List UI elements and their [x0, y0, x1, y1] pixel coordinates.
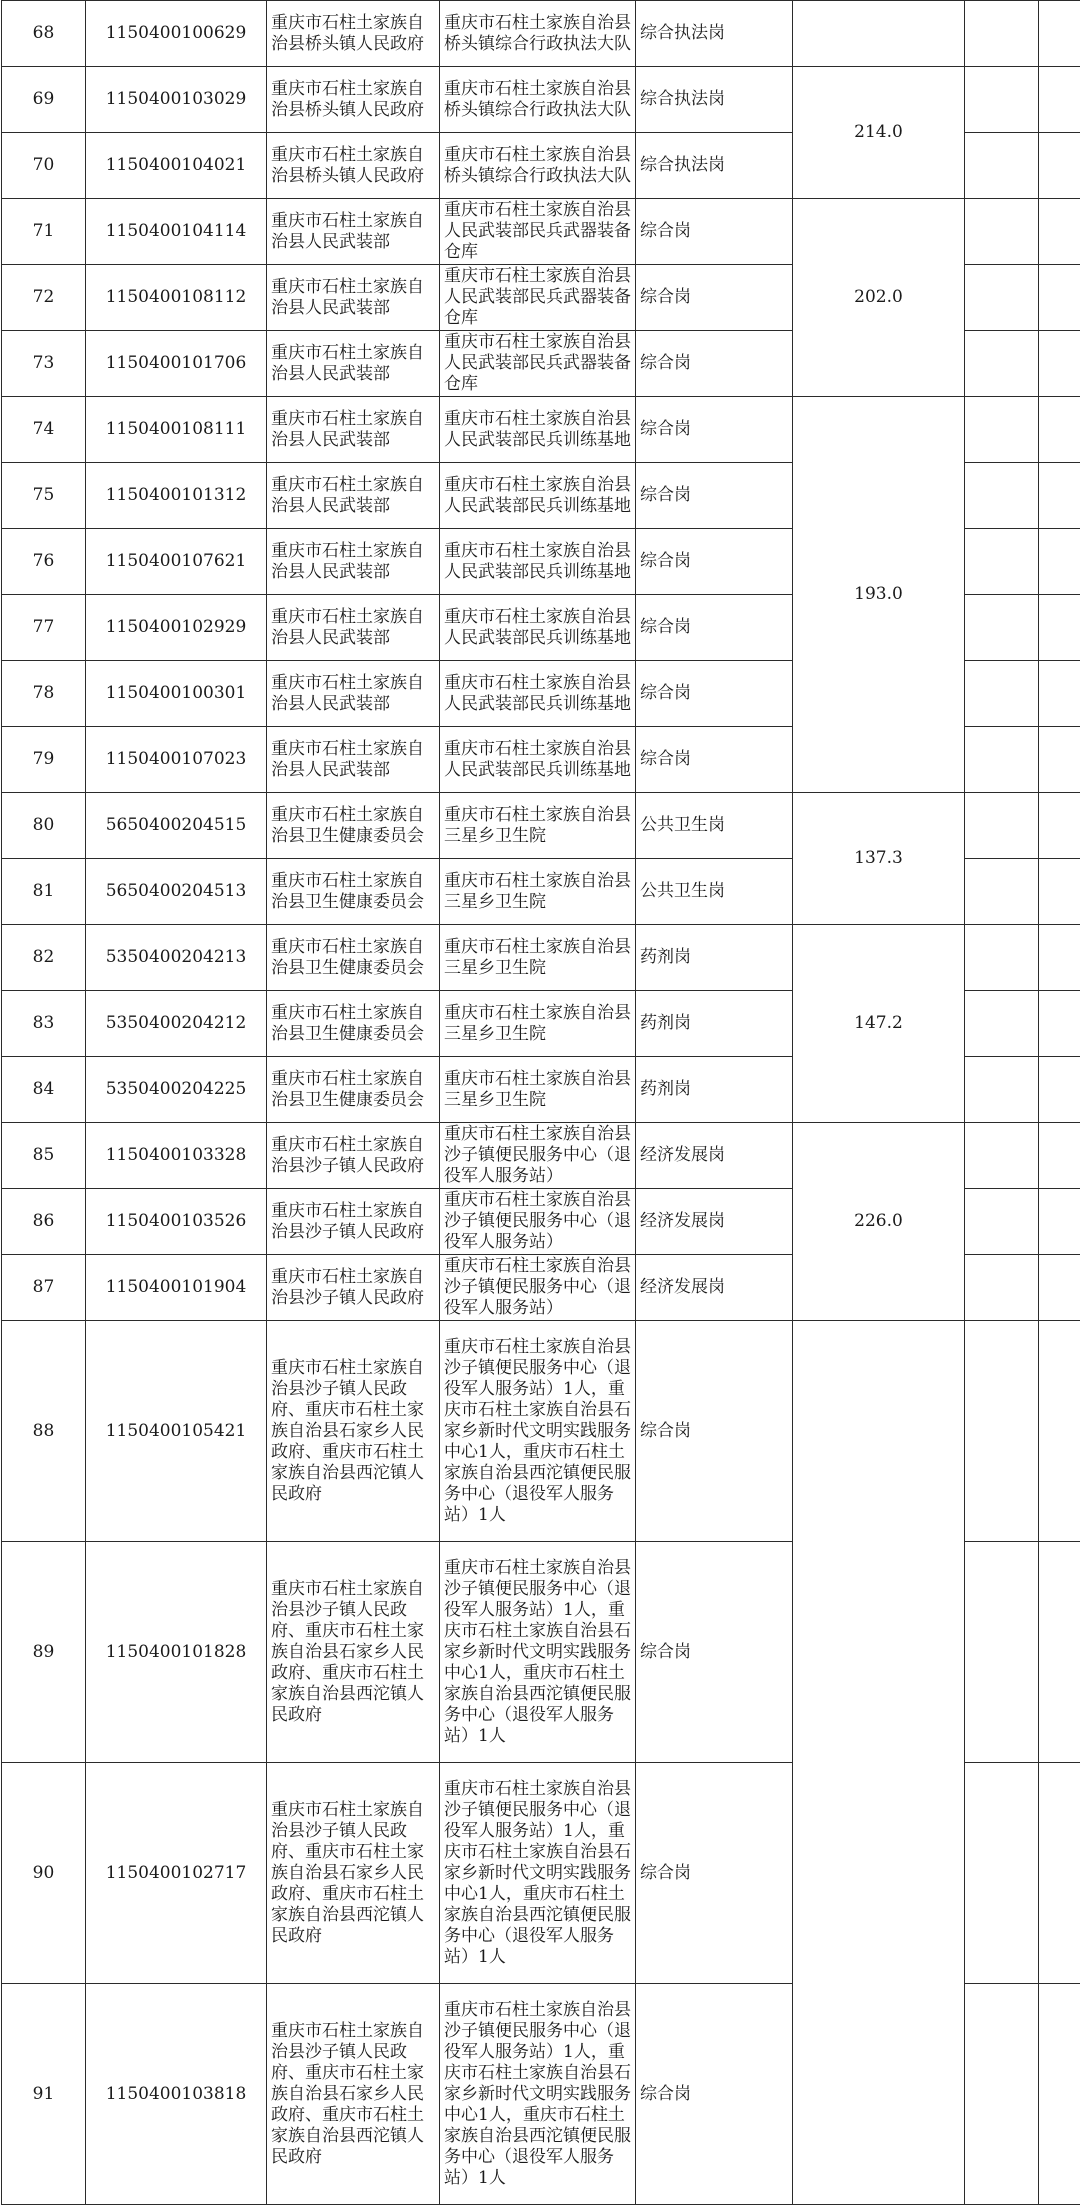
group-score: 202.0	[793, 199, 965, 397]
post-name: 综合岗	[636, 661, 793, 727]
exam-code: 5650400204513	[86, 859, 267, 925]
unit-name: 重庆市石柱土家族自治县沙子镇便民服务中心（退役军人服务站）	[440, 1255, 636, 1321]
blank-cell	[965, 1123, 1039, 1189]
post-name: 综合执法岗	[636, 133, 793, 199]
exam-code: 1150400103526	[86, 1189, 267, 1255]
unit-name: 重庆市石柱土家族自治县桥头镇综合行政执法大队	[440, 67, 636, 133]
dept-name: 重庆市石柱土家族自治县人民武装部	[267, 265, 440, 331]
blank-cell	[965, 661, 1039, 727]
seq-no: 88	[2, 1321, 86, 1542]
remark-cell	[1039, 925, 1080, 991]
unit-name: 重庆市石柱土家族自治县桥头镇综合行政执法大队	[440, 133, 636, 199]
dept-name: 重庆市石柱土家族自治县沙子镇人民政府、重庆市石柱土家族自治县石家乡人民政府、重庆市石柱土家族自治县西沱镇人民政府	[267, 1321, 440, 1542]
dept-name: 重庆市石柱土家族自治县人民武装部	[267, 595, 440, 661]
remark-cell	[1039, 595, 1080, 661]
post-name: 综合岗	[636, 529, 793, 595]
dept-name: 重庆市石柱土家族自治县人民武装部	[267, 727, 440, 793]
unit-name: 重庆市石柱土家族自治县人民武装部民兵武器装备仓库	[440, 331, 636, 397]
exam-code: 1150400103029	[86, 67, 267, 133]
unit-name: 重庆市石柱土家族自治县沙子镇便民服务中心（退役军人服务站）1人，重庆市石柱土家族自治县石家乡新时代文明实践服务中心1人，重庆市石柱土家族自治县西沱镇便民服务中心（退役军人服务站）1人	[440, 1542, 636, 1763]
dept-name: 重庆市石柱土家族自治县沙子镇人民政府、重庆市石柱土家族自治县石家乡人民政府、重庆市石柱土家族自治县西沱镇人民政府	[267, 1763, 440, 1984]
remark-cell	[1039, 1763, 1080, 1984]
seq-no: 78	[2, 661, 86, 727]
remark-cell	[1039, 331, 1080, 397]
post-name: 经济发展岗	[636, 1255, 793, 1321]
unit-name: 重庆市石柱土家族自治县人民武装部民兵训练基地	[440, 727, 636, 793]
score-cell	[793, 1, 965, 67]
remark-cell	[1039, 727, 1080, 793]
blank-cell	[965, 397, 1039, 463]
seq-no: 68	[2, 1, 86, 67]
blank-cell	[965, 1984, 1039, 2205]
blank-cell	[965, 529, 1039, 595]
seq-no: 76	[2, 529, 86, 595]
post-name: 综合岗	[636, 1542, 793, 1763]
exam-code: 5650400204515	[86, 793, 267, 859]
blank-cell	[965, 925, 1039, 991]
dept-name: 重庆市石柱土家族自治县人民武装部	[267, 199, 440, 265]
table-row	[2, 1, 1080, 67]
seq-no: 75	[2, 463, 86, 529]
exam-code: 1150400103328	[86, 1123, 267, 1189]
post-name: 综合岗	[636, 1763, 793, 1984]
exam-code: 1150400102929	[86, 595, 267, 661]
remark-cell	[1039, 463, 1080, 529]
dept-name: 重庆市石柱土家族自治县人民武装部	[267, 331, 440, 397]
seq-no: 77	[2, 595, 86, 661]
remark-cell	[1039, 1984, 1080, 2205]
remark-cell	[1039, 661, 1080, 727]
post-name: 综合岗	[636, 595, 793, 661]
table-row	[2, 925, 1080, 991]
blank-cell	[965, 1255, 1039, 1321]
exam-code: 1150400108112	[86, 265, 267, 331]
post-name: 综合岗	[636, 1984, 793, 2205]
post-name: 综合执法岗	[636, 1, 793, 67]
remark-cell	[1039, 1542, 1080, 1763]
dept-name: 重庆市石柱土家族自治县沙子镇人民政府	[267, 1255, 440, 1321]
blank-cell	[965, 133, 1039, 199]
blank-cell	[965, 727, 1039, 793]
post-name: 药剂岗	[636, 991, 793, 1057]
dept-name: 重庆市石柱土家族自治县卫生健康委员会	[267, 859, 440, 925]
seq-no: 81	[2, 859, 86, 925]
dept-name: 重庆市石柱土家族自治县沙子镇人民政府、重庆市石柱土家族自治县石家乡人民政府、重庆市石柱土家族自治县西沱镇人民政府	[267, 1984, 440, 2205]
seq-no: 74	[2, 397, 86, 463]
post-name: 综合岗	[636, 463, 793, 529]
dept-name: 重庆市石柱土家族自治县桥头镇人民政府	[267, 67, 440, 133]
seq-no: 70	[2, 133, 86, 199]
dept-name: 重庆市石柱土家族自治县卫生健康委员会	[267, 925, 440, 991]
seq-no: 82	[2, 925, 86, 991]
dept-name: 重庆市石柱土家族自治县卫生健康委员会	[267, 793, 440, 859]
exam-code: 1150400105421	[86, 1321, 267, 1542]
dept-name: 重庆市石柱土家族自治县人民武装部	[267, 529, 440, 595]
blank-cell	[965, 859, 1039, 925]
table-row	[2, 793, 1080, 859]
blank-cell	[965, 1321, 1039, 1542]
dept-name: 重庆市石柱土家族自治县人民武装部	[267, 463, 440, 529]
unit-name: 重庆市石柱土家族自治县三星乡卫生院	[440, 925, 636, 991]
exam-code: 1150400102717	[86, 1763, 267, 1984]
exam-code: 5350400204225	[86, 1057, 267, 1123]
post-name: 综合岗	[636, 397, 793, 463]
unit-name: 重庆市石柱土家族自治县人民武装部民兵武器装备仓库	[440, 199, 636, 265]
dept-name: 重庆市石柱土家族自治县桥头镇人民政府	[267, 1, 440, 67]
remark-cell	[1039, 859, 1080, 925]
unit-name: 重庆市石柱土家族自治县人民武装部民兵训练基地	[440, 595, 636, 661]
post-name: 药剂岗	[636, 925, 793, 991]
remark-cell	[1039, 1057, 1080, 1123]
remark-cell	[1039, 1255, 1080, 1321]
blank-cell	[965, 1189, 1039, 1255]
blank-cell	[965, 199, 1039, 265]
post-name: 综合岗	[636, 1321, 793, 1542]
blank-cell	[965, 595, 1039, 661]
blank-cell	[965, 1763, 1039, 1984]
remark-cell	[1039, 1123, 1080, 1189]
remark-cell	[1039, 265, 1080, 331]
remark-cell	[1039, 133, 1080, 199]
seq-no: 86	[2, 1189, 86, 1255]
dept-name: 重庆市石柱土家族自治县沙子镇人民政府	[267, 1189, 440, 1255]
seq-no: 69	[2, 67, 86, 133]
blank-cell	[965, 793, 1039, 859]
unit-name: 重庆市石柱土家族自治县沙子镇便民服务中心（退役军人服务站）1人，重庆市石柱土家族自治县石家乡新时代文明实践服务中心1人，重庆市石柱土家族自治县西沱镇便民服务中心（退役军人服务站）1人	[440, 1763, 636, 1984]
blank-cell	[965, 1057, 1039, 1123]
seq-no: 89	[2, 1542, 86, 1763]
blank-cell	[965, 991, 1039, 1057]
seq-no: 80	[2, 793, 86, 859]
unit-name: 重庆市石柱土家族自治县人民武装部民兵训练基地	[440, 397, 636, 463]
post-name: 药剂岗	[636, 1057, 793, 1123]
group-score: 193.0	[793, 397, 965, 793]
seq-no: 72	[2, 265, 86, 331]
table-row	[2, 199, 1080, 265]
unit-name: 重庆市石柱土家族自治县沙子镇便民服务中心（退役军人服务站）	[440, 1123, 636, 1189]
exam-code: 1150400101904	[86, 1255, 267, 1321]
seq-no: 73	[2, 331, 86, 397]
blank-cell	[965, 331, 1039, 397]
unit-name: 重庆市石柱土家族自治县桥头镇综合行政执法大队	[440, 1, 636, 67]
group-score: 147.2	[793, 925, 965, 1123]
group-score: 137.3	[793, 793, 965, 925]
remark-cell	[1039, 1, 1080, 67]
seq-no: 84	[2, 1057, 86, 1123]
group-score: 214.0	[793, 67, 965, 199]
remark-cell	[1039, 991, 1080, 1057]
blank-cell	[965, 1, 1039, 67]
dept-name: 重庆市石柱土家族自治县沙子镇人民政府、重庆市石柱土家族自治县石家乡人民政府、重庆市石柱土家族自治县西沱镇人民政府	[267, 1542, 440, 1763]
blank-cell	[965, 67, 1039, 133]
seq-no: 71	[2, 199, 86, 265]
remark-cell	[1039, 397, 1080, 463]
seq-no: 90	[2, 1763, 86, 1984]
unit-name: 重庆市石柱土家族自治县沙子镇便民服务中心（退役军人服务站）1人，重庆市石柱土家族自治县石家乡新时代文明实践服务中心1人，重庆市石柱土家族自治县西沱镇便民服务中心（退役军人服务站）1人	[440, 1321, 636, 1542]
dept-name: 重庆市石柱土家族自治县卫生健康委员会	[267, 991, 440, 1057]
post-name: 综合岗	[636, 199, 793, 265]
blank-cell	[965, 463, 1039, 529]
remark-cell	[1039, 1321, 1080, 1542]
unit-name: 重庆市石柱土家族自治县沙子镇便民服务中心（退役军人服务站）	[440, 1189, 636, 1255]
dept-name: 重庆市石柱土家族自治县人民武装部	[267, 661, 440, 727]
exam-code: 1150400108111	[86, 397, 267, 463]
unit-name: 重庆市石柱土家族自治县三星乡卫生院	[440, 1057, 636, 1123]
unit-name: 重庆市石柱土家族自治县人民武装部民兵训练基地	[440, 661, 636, 727]
unit-name: 重庆市石柱土家族自治县三星乡卫生院	[440, 991, 636, 1057]
table-row	[2, 1123, 1080, 1189]
exam-code: 1150400107023	[86, 727, 267, 793]
exam-code: 1150400104114	[86, 199, 267, 265]
unit-name: 重庆市石柱土家族自治县沙子镇便民服务中心（退役军人服务站）1人，重庆市石柱土家族自治县石家乡新时代文明实践服务中心1人，重庆市石柱土家族自治县西沱镇便民服务中心（退役军人服务站）1人	[440, 1984, 636, 2205]
group-score	[793, 1321, 965, 2205]
post-name: 综合岗	[636, 331, 793, 397]
blank-cell	[965, 265, 1039, 331]
dept-name: 重庆市石柱土家族自治县沙子镇人民政府	[267, 1123, 440, 1189]
unit-name: 重庆市石柱土家族自治县人民武装部民兵训练基地	[440, 463, 636, 529]
remark-cell	[1039, 1189, 1080, 1255]
dept-name: 重庆市石柱土家族自治县人民武装部	[267, 397, 440, 463]
exam-code: 1150400107621	[86, 529, 267, 595]
blank-cell	[965, 1542, 1039, 1763]
exam-code: 5350400204212	[86, 991, 267, 1057]
table-row	[2, 397, 1080, 463]
post-name: 综合岗	[636, 265, 793, 331]
exam-code: 1150400100301	[86, 661, 267, 727]
post-name: 综合执法岗	[636, 67, 793, 133]
post-name: 公共卫生岗	[636, 793, 793, 859]
table-row	[2, 67, 1080, 133]
unit-name: 重庆市石柱土家族自治县人民武装部民兵武器装备仓库	[440, 265, 636, 331]
table-row	[2, 1321, 1080, 1542]
remark-cell	[1039, 529, 1080, 595]
post-name: 公共卫生岗	[636, 859, 793, 925]
dept-name: 重庆市石柱土家族自治县卫生健康委员会	[267, 1057, 440, 1123]
seq-no: 79	[2, 727, 86, 793]
remark-cell	[1039, 199, 1080, 265]
remark-cell	[1039, 793, 1080, 859]
seq-no: 83	[2, 991, 86, 1057]
exam-code: 1150400104021	[86, 133, 267, 199]
exam-code: 5350400204213	[86, 925, 267, 991]
exam-code: 1150400103818	[86, 1984, 267, 2205]
post-name: 经济发展岗	[636, 1123, 793, 1189]
seq-no: 91	[2, 1984, 86, 2205]
unit-name: 重庆市石柱土家族自治县三星乡卫生院	[440, 793, 636, 859]
results-table	[1, 0, 1080, 2205]
seq-no: 85	[2, 1123, 86, 1189]
dept-name: 重庆市石柱土家族自治县桥头镇人民政府	[267, 133, 440, 199]
exam-code: 1150400101828	[86, 1542, 267, 1763]
group-score: 226.0	[793, 1123, 965, 1321]
seq-no: 87	[2, 1255, 86, 1321]
exam-code: 1150400101706	[86, 331, 267, 397]
post-name: 经济发展岗	[636, 1189, 793, 1255]
exam-code: 1150400101312	[86, 463, 267, 529]
exam-code: 1150400100629	[86, 1, 267, 67]
unit-name: 重庆市石柱土家族自治县三星乡卫生院	[440, 859, 636, 925]
unit-name: 重庆市石柱土家族自治县人民武装部民兵训练基地	[440, 529, 636, 595]
remark-cell	[1039, 67, 1080, 133]
post-name: 综合岗	[636, 727, 793, 793]
